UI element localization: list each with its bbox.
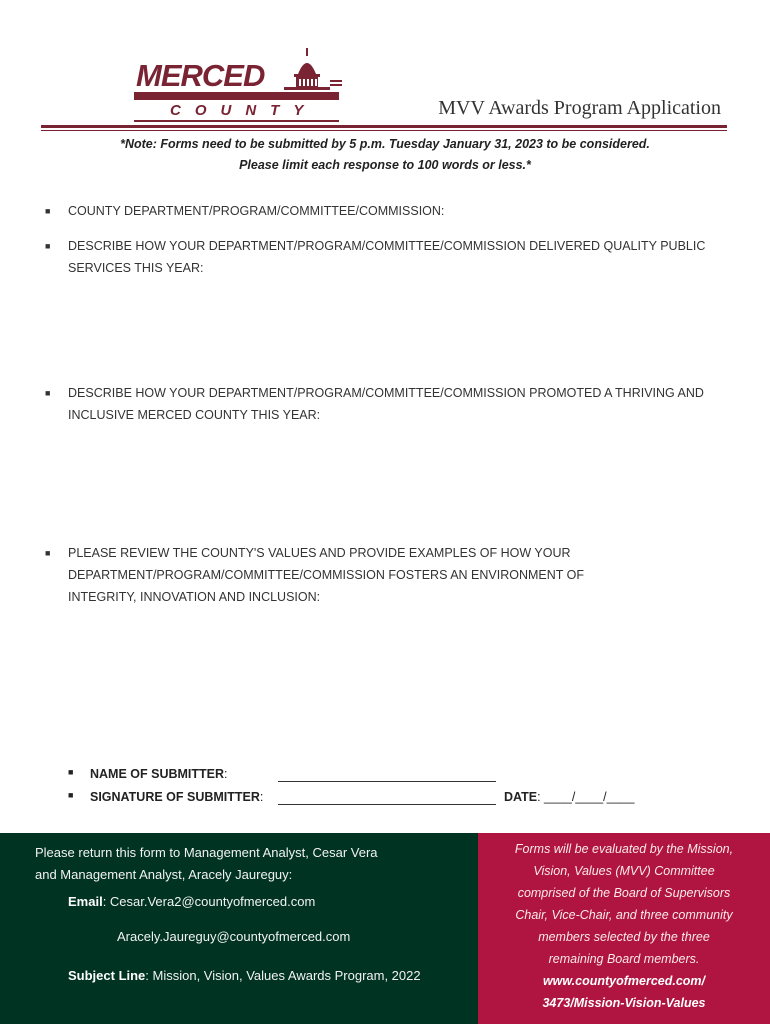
footer-evaluation-info	[478, 833, 770, 1024]
header-divider-thin	[41, 130, 727, 131]
question-text: DESCRIBE HOW YOUR DEPARTMENT/PROGRAM/COMMITTEE/COMMISSION DELIVERED QUALITY PUBLIC SERVICES THIS YEAR:	[68, 239, 706, 275]
mvv-website-link[interactable]: www.countyofmerced.com/	[542, 974, 706, 988]
return-instructions-line1: Please return this form to Management Analyst, Cesar Vera	[35, 845, 378, 860]
evaluation-text-line: Vision, Values (MVV) Committee	[533, 864, 715, 878]
date-field[interactable]	[504, 790, 634, 804]
email-cesar[interactable]: : Cesar.Vera2@countyofmerced.com	[102, 894, 316, 909]
bullet-icon: ■	[45, 206, 51, 216]
page-title: MVV Awards Program Application	[438, 97, 721, 119]
logo-county-text: COUNTY	[170, 102, 318, 119]
merced-county-logo	[134, 44, 344, 124]
evaluation-text-line: remaining Board members.	[548, 952, 700, 966]
deadline-note: *Note: Forms need to be submitted by 5 p.m. Tuesday January 31, 2023 to be considered.	[120, 137, 650, 151]
bullet-icon: ■	[45, 388, 51, 398]
bullet-icon: ■	[68, 767, 74, 777]
date-label: DATE	[504, 790, 538, 804]
bullet-icon: ■	[45, 548, 51, 558]
name-of-submitter-field[interactable]	[278, 781, 496, 782]
bullet-icon: ■	[45, 241, 51, 251]
name-of-submitter-label: NAME OF SUBMITTER:	[90, 767, 228, 781]
mvv-website-link-path[interactable]: 3473/Mission-Vision-Values	[542, 996, 706, 1010]
header-divider	[41, 125, 727, 128]
question-text: DESCRIBE HOW YOUR DEPARTMENT/PROGRAM/COMMITTEE/COMMISSION PROMOTED A THRIVING AND INCLUSIVE MERCED COUNTY THIS YEAR:	[68, 386, 704, 422]
logo-merced-text: MERCED	[136, 58, 265, 93]
evaluation-text-line: Chair, Vice-Chair, and three community	[515, 908, 733, 922]
signature-of-submitter-label: SIGNATURE OF SUBMITTER:	[90, 790, 264, 804]
evaluation-text-line: Forms will be evaluated by the Mission,	[514, 842, 734, 856]
subject-line-row	[68, 968, 421, 983]
return-instructions-line2: and Management Analyst, Aracely Jaureguy:	[35, 867, 293, 882]
bullet-icon: ■	[68, 790, 74, 800]
email-row	[68, 894, 315, 909]
email-label: Email	[68, 894, 103, 909]
question-text: COUNTY DEPARTMENT/PROGRAM/COMMITTEE/COMMISSION:	[68, 204, 445, 218]
subject-line-value: : Mission, Vision, Values Awards Program, 2022	[145, 968, 421, 983]
date-blank: : ____/____/____	[537, 790, 635, 804]
signature-of-submitter-field[interactable]	[278, 804, 496, 805]
evaluation-text-line: members selected by the three	[538, 930, 710, 944]
word-limit-note: Please limit each response to 100 words or less.*	[239, 158, 531, 172]
evaluation-text-line: comprised of the Board of Supervisors	[517, 886, 731, 900]
footer-return-instructions	[0, 833, 478, 1024]
subject-line-label: Subject Line	[68, 968, 146, 983]
email-aracely[interactable]: Aracely.Jaureguy@countyofmerced.com	[117, 929, 351, 944]
question-text: PLEASE REVIEW THE COUNTY'S VALUES AND PROVIDE EXAMPLES OF HOW YOUR DEPARTMENT/PROGRAM/COMMITTEE/COMMISSION FOSTERS AN ENVIRONMENT OF INTEGRITY, INNOVATION AND INCLUSION:	[68, 546, 585, 604]
